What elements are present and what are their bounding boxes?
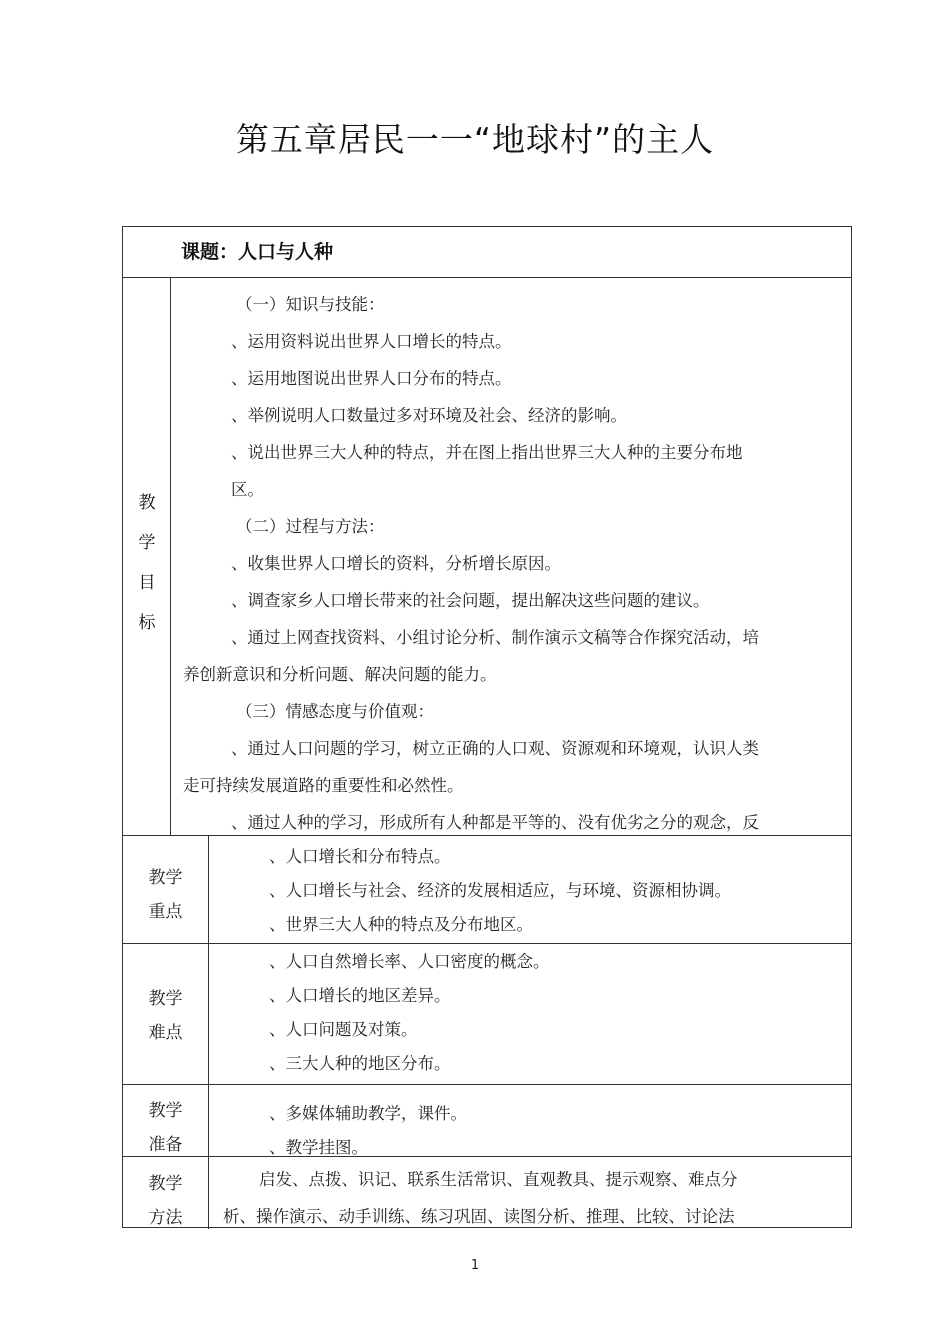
label-text: 教学 — [148, 868, 183, 888]
difficulty-line: 、三大人种的地区分布。 — [269, 1054, 451, 1073]
label-text: 教学 — [148, 989, 183, 1009]
row-divider — [123, 835, 851, 836]
label-char: 标 — [138, 613, 156, 633]
difficulty-line: 、人口增长的地区差异。 — [269, 986, 451, 1005]
label-text: 重点 — [148, 902, 183, 922]
objective-line: 、举例说明人口数量过多对环境及社会、经济的影响。 — [231, 406, 627, 425]
label-text: 教学 — [148, 1101, 183, 1121]
label-text: 难点 — [148, 1023, 183, 1043]
objective-line: 区。 — [231, 480, 264, 499]
label-text: 准备 — [148, 1135, 183, 1155]
objective-line: 、运用资料说出世界人口增长的特点。 — [231, 332, 512, 351]
row-divider — [123, 277, 851, 278]
key-point-line: 、人口增长和分布特点。 — [269, 847, 451, 866]
objective-line: 养创新意识和分析问题、解决问题的能力。 — [183, 665, 497, 684]
objective-line: 、说出世界三大人种的特点，并在图上指出世界三大人种的主要分布地 — [231, 443, 743, 462]
lesson-plan-table — [122, 226, 852, 1228]
key-point-line: 、人口增长与社会、经济的发展相适应，与环境、资源相协调。 — [269, 881, 731, 900]
objective-line: 、收集世界人口增长的资料，分析增长原因。 — [231, 554, 561, 573]
objective-line: （三）情感态度与价值观： — [236, 702, 434, 721]
label-char: 目 — [138, 573, 156, 593]
methods-label — [123, 1167, 208, 1235]
objective-line: （二）过程与方法： — [236, 517, 385, 536]
objective-line: 、通过人口问题的学习，树立正确的人口观、资源观和环境观，认识人类 — [231, 739, 759, 758]
row-divider — [123, 1084, 851, 1085]
label-text: 教学 — [148, 1174, 183, 1194]
row-divider — [123, 1156, 851, 1157]
objective-line: 走可持续发展道路的重要性和必然性。 — [183, 776, 464, 795]
preparation-line: 、多媒体辅助教学，课件。 — [269, 1104, 467, 1123]
preparation-line: 、教学挂图。 — [269, 1138, 368, 1157]
objective-line: 、通过上网查找资料、小组讨论分析、制作演示文稿等合作探究活动，培 — [231, 628, 759, 647]
preparation-label — [123, 1094, 208, 1162]
label-text: 方法 — [148, 1208, 183, 1228]
page-title: 第五章居民一一“地球村”的主人 — [235, 120, 715, 159]
column-divider — [208, 835, 209, 1229]
label-char: 学 — [138, 533, 156, 553]
objective-line: 、运用地图说出世界人口分布的特点。 — [231, 369, 512, 388]
key-points-label — [123, 861, 208, 929]
row-divider — [123, 943, 851, 944]
method-line: 启发、点拨、识记、联系生活常识、直观教具、提示观察、难点分 — [259, 1170, 738, 1189]
objective-line: 、调查家乡人口增长带来的社会问题，提出解决这些问题的建议。 — [231, 591, 710, 610]
difficulties-label — [123, 982, 208, 1050]
key-point-line: 、世界三大人种的特点及分布地区。 — [269, 915, 533, 934]
objective-line: 、通过人种的学习，形成所有人种都是平等的、没有优劣之分的观念，反 — [231, 813, 759, 832]
method-line: 析、操作演示、动手训练、练习巩固、读图分析、推理、比较、讨论法 — [223, 1207, 735, 1226]
difficulty-line: 、人口问题及对策。 — [269, 1020, 418, 1039]
page-number: 1 — [470, 1258, 480, 1273]
difficulty-line: 、人口自然增长率、人口密度的概念。 — [269, 952, 550, 971]
column-divider — [170, 277, 171, 835]
label-char: 教 — [138, 493, 156, 513]
objective-line: （一）知识与技能： — [236, 295, 385, 314]
lesson-subject: 课题：人口与人种 — [181, 241, 334, 263]
